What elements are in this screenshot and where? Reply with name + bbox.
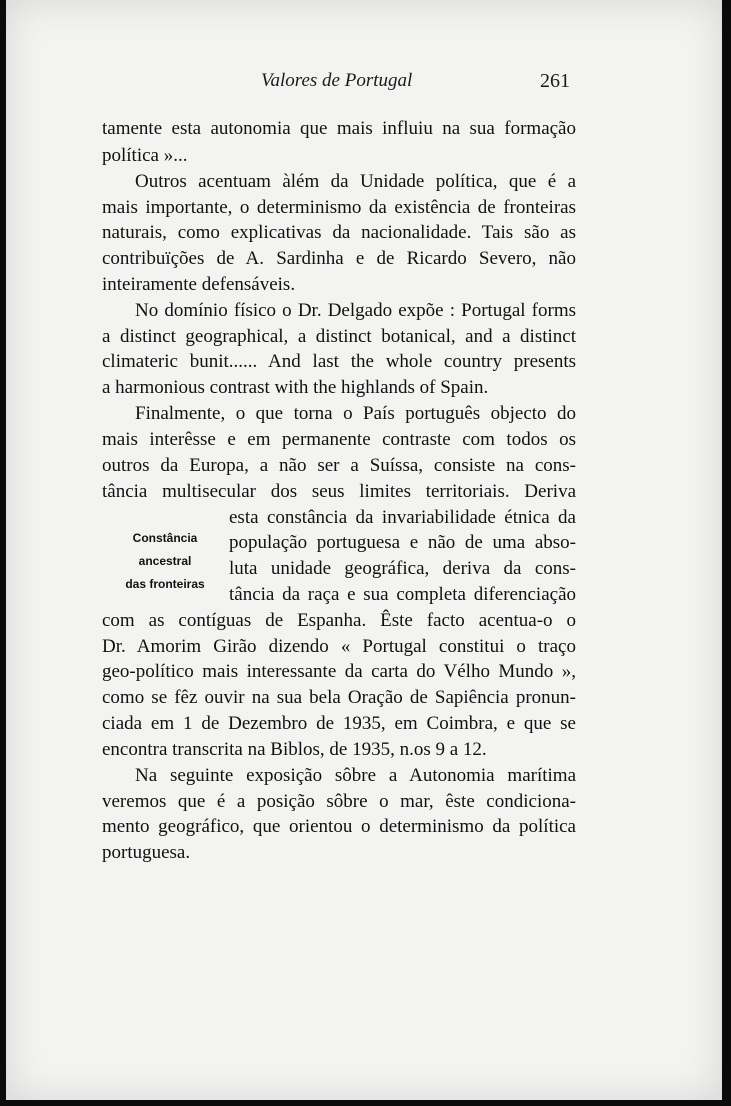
text-line: No domínio físico o Dr. Delgado expõe : Portugal forms [135,300,576,321]
running-header-title: Valores de Portugal [261,70,413,91]
text-line: mais interêsse e em permanente contraste com todos os [102,429,576,450]
text-line: mais importante, o determinismo da existência de fronteiras [102,197,576,218]
text-line: política »... [102,145,188,166]
text-line: inteiramente defensáveis. [102,274,296,295]
text-line: tamente esta autonomia que mais influiu na sua formação [102,118,576,139]
text-line: como se fêz ouvir na sua bela Oração de Sapiência pronun- [102,687,576,708]
text-line: contribuïções de A. Sardinha e de Ricardo Severo, não [102,248,576,269]
text-line: a harmonious contrast with the highlands of Spain. [102,377,489,398]
text-line: climateric bunit...... And last the whole country presents [102,351,576,372]
text-line: a distinct geographical, a distinct botanical, and a distinct [102,326,576,347]
text-line: geo-político mais interessante da carta do Vélho Mundo », [102,661,576,682]
text-line: portuguesa. [102,842,191,863]
book-page [6,0,722,1100]
text-line: ciada em 1 de Dezembro de 1935, em Coimbra, e que se [102,713,576,734]
margin-note-line: Constância [132,531,198,545]
margin-note-line: das fronteiras [125,577,205,591]
margin-note-line: ancestral [138,554,192,568]
text-line: mento geográfico, que orientou o determinismo da política [102,816,576,837]
page-number: 261 [540,70,570,92]
text-line: Dr. Amorim Girão dizendo « Portugal constitui o traço [102,636,576,657]
text-line: outros da Europa, a não ser a Suíssa, consiste na cons- [102,455,576,476]
text-line: com as contíguas de Espanha. Êste facto acentua-o o [102,610,576,631]
text-line: Na seguinte exposição sôbre a Autonomia marítima [135,765,576,786]
text-line: veremos que é a posição sôbre o mar, êste condiciona- [102,791,576,812]
scan-border [722,0,731,1106]
text-line: tância da raça e sua completa diferenciação [229,584,576,605]
text-line: naturais, como explicativas da nacionalidade. Tais são as [102,222,576,243]
text-line: Outros acentuam àlém da Unidade política, que é a [135,171,576,192]
text-line: população portuguesa e não de uma abso- [229,532,576,553]
text-line: Finalmente, o que torna o País português objecto do [135,403,576,424]
margin-note [116,527,214,596]
text-line: esta constância da invariabilidade étnica da [229,507,576,528]
text-line: encontra transcrita na Biblos, de 1935, n.os 9 a 12. [102,739,487,760]
text-line: luta unidade geográfica, deriva da cons- [229,558,576,579]
text-line: tância multisecular dos seus limites territoriais. Deriva [102,481,576,502]
